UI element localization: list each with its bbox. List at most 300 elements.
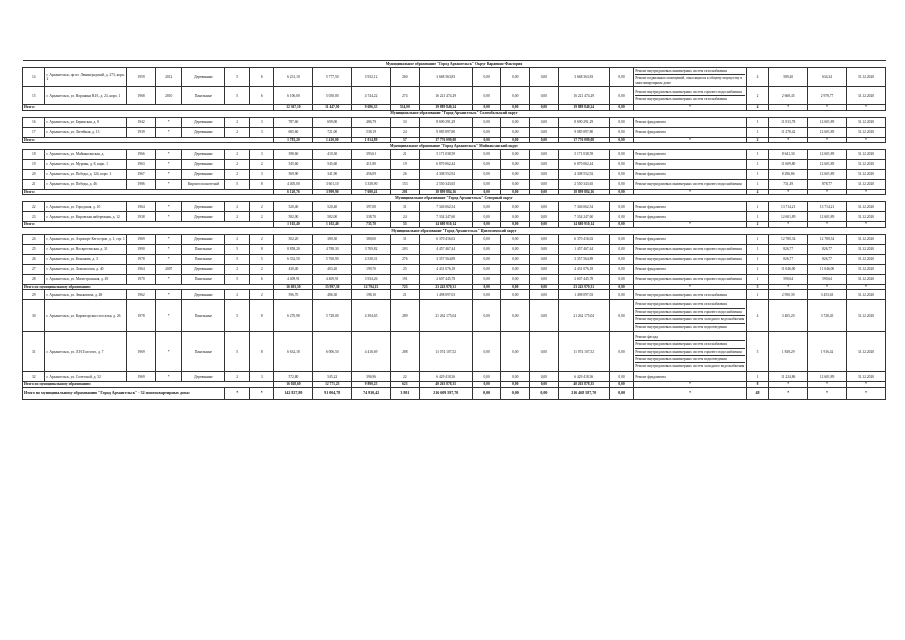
repair-cost: 8 690 291,29 <box>419 117 472 127</box>
residents: 288 <box>391 332 420 372</box>
last-repair-year: * <box>155 332 182 372</box>
built-year: 1986 <box>127 180 156 190</box>
last-repair-year: * <box>155 290 182 300</box>
living-area: 380,30 <box>313 234 352 244</box>
repair-cost: 6 429 418,36 <box>419 372 472 382</box>
fund-federal: 0,00 <box>472 264 501 274</box>
residents: 21 <box>391 150 420 160</box>
deadline: 31.12.2020 <box>846 372 885 382</box>
residents: 21 <box>391 290 420 300</box>
table-body <box>23 61 886 400</box>
total-d: * <box>846 137 885 142</box>
entrances: 8 <box>249 180 274 190</box>
entrances: 2 <box>249 160 274 170</box>
total-c2: 19 889 840,24 <box>558 105 609 110</box>
unit-cost: 12 780,34 <box>769 234 808 244</box>
address: г. Архангельск, ул. Кононова, д. 3 <box>45 254 127 264</box>
fund-owners: 1 498 097,03 <box>558 290 609 300</box>
repair-types <box>634 332 746 372</box>
fund-owners: 4 431 076,18 <box>558 264 609 274</box>
total-a3: 7 690,41 <box>352 190 391 195</box>
wall-material: Деревянные <box>182 290 225 300</box>
floors: 2 <box>225 234 250 244</box>
grand-y1: * <box>225 387 250 399</box>
repair-type-item: Ремонт фундамента <box>635 172 666 177</box>
repair-types <box>634 244 746 254</box>
row-number: 23 <box>23 212 45 222</box>
grand-c2: 216 468 587,70 <box>558 387 609 399</box>
fund-other: 0,00 <box>609 117 634 127</box>
total-z2: 0,00 <box>501 284 530 289</box>
floors: 2 <box>225 127 250 137</box>
total-rem: * <box>634 222 746 227</box>
max-unit-cost: 2 978,77 <box>808 87 847 105</box>
residents: 274 <box>391 87 420 105</box>
table-row <box>23 244 886 254</box>
last-repair-year: * <box>155 300 182 332</box>
total-a1: 12 367,10 <box>274 105 313 110</box>
max-unit-cost: 11 046,00 <box>808 264 847 274</box>
total-area: 398,60 <box>274 150 313 160</box>
total-c: 14 680 910,14 <box>419 222 472 227</box>
grand-a2: 91 004,78 <box>313 387 352 399</box>
total-area: 572,80 <box>274 372 313 382</box>
repair-count: 1 <box>746 244 768 254</box>
total-a3: 1 014,89 <box>352 137 391 142</box>
wall-material: Деревянные <box>182 170 225 180</box>
section-title-row <box>23 227 886 234</box>
entrances: 3 <box>249 117 274 127</box>
fund-federal: 0,00 <box>472 254 501 264</box>
total-z3: 0,00 <box>530 105 559 110</box>
address: г. Архангельск, ул. Воскресенская, д. 31 <box>45 244 127 254</box>
table-row <box>23 87 886 105</box>
residents: 33 <box>391 117 420 127</box>
owned-area: 4 538,31 <box>352 254 391 264</box>
total-area: 6 231,10 <box>274 68 313 87</box>
owned-area: 411,80 <box>352 160 391 170</box>
row-number: 14 <box>23 68 45 87</box>
fund-federal: 0,00 <box>472 372 501 382</box>
floors: 5 <box>225 244 250 254</box>
wall-material: Деревянные <box>182 127 225 137</box>
fund-federal: 0,00 <box>472 274 501 284</box>
register-sheet <box>22 60 886 400</box>
unit-cost: 2 950,39 <box>769 290 808 300</box>
last-repair-year: 2010 <box>155 87 182 105</box>
living-area: 545,60 <box>313 160 352 170</box>
address: г. Архангельск, ул. Ломоносова, д. 40 <box>45 264 127 274</box>
total-z1: 0,00 <box>472 382 501 387</box>
repair-count: 1 <box>746 274 768 284</box>
section-title-row <box>23 61 886 68</box>
floors: 2 <box>225 372 250 382</box>
address: г. Архангельск, ул. Л.Н.Толстого, д. 7 <box>45 332 127 372</box>
fund-other: 0,00 <box>609 274 634 284</box>
deadline: 31.12.2020 <box>846 212 885 222</box>
repair-type-item: Ремонт внутридомовых инженерных систем холодного водоснабжения <box>635 316 744 323</box>
fund-local: 0,00 <box>530 87 559 105</box>
total-label: Итого: <box>23 137 274 142</box>
table-row <box>23 274 886 284</box>
fund-other: 0,00 <box>609 127 634 137</box>
unit-cost: 590,64 <box>769 274 808 284</box>
repair-type-item: Ремонт внутридомовых инженерных систем холодного водоснабжения <box>635 364 745 369</box>
total-z2: 0,00 <box>501 137 530 142</box>
section-title-row <box>23 143 886 150</box>
total-label: Итого по муниципальному образованию: <box>23 284 274 289</box>
owned-area: 4 744,22 <box>352 87 391 105</box>
fund-owners: 1 457 467,44 <box>558 244 609 254</box>
living-area: 545,22 <box>313 372 352 382</box>
built-year: 1969 <box>127 332 156 372</box>
unit-cost: 826,77 <box>769 254 808 264</box>
floors: 5 <box>225 68 250 87</box>
total-p: 723 <box>391 284 420 289</box>
repair-types <box>634 68 746 87</box>
total-k: 2 <box>746 137 768 142</box>
grand-u1: * <box>769 387 808 399</box>
max-unit-cost: 12 601,89 <box>808 127 847 137</box>
table-row <box>23 372 886 382</box>
address: г. Архангельск, ул. Городская, д. 10 <box>45 202 127 212</box>
owned-area: 397,00 <box>352 202 391 212</box>
total-a2: 11 447,50 <box>313 105 352 110</box>
grand-k: 48 <box>746 387 768 399</box>
floors: 2 <box>225 212 250 222</box>
unit-cost: 1 838,29 <box>769 332 808 372</box>
fund-regional: 0,00 <box>501 180 530 190</box>
fund-local: 0,00 <box>530 150 559 160</box>
fund-local: 0,00 <box>530 202 559 212</box>
deadline: 31.12.2020 <box>846 332 885 372</box>
repair-cost: 5 171 038,59 <box>419 150 472 160</box>
max-unit-cost: 12 601,89 <box>808 212 847 222</box>
fund-local: 0,00 <box>530 127 559 137</box>
repair-type-item: Ремонт внутридомовых инженерных систем горячего водоснабжения <box>635 277 742 282</box>
total-rem: * <box>634 137 746 142</box>
fund-local: 0,00 <box>530 372 559 382</box>
fund-local: 0,00 <box>530 180 559 190</box>
repair-count: 1 <box>746 212 768 222</box>
section-title: Муниципальное образование "Город Архангельск" Маймаксанский округ <box>23 143 886 150</box>
built-year: 1990 <box>127 244 156 254</box>
max-unit-cost: 826,77 <box>808 244 847 254</box>
fund-other: 0,00 <box>609 290 634 300</box>
total-z4: 0,00 <box>609 382 634 387</box>
total-a1: 1 783,20 <box>274 137 313 142</box>
fund-owners: 3 357 564,89 <box>558 254 609 264</box>
built-year: 1967 <box>127 170 156 180</box>
repair-count: 1 <box>746 234 768 244</box>
repair-cost: 7 334 247,60 <box>419 212 472 222</box>
total-u1: * <box>769 382 808 387</box>
total-c2: 18 899 884,16 <box>558 190 609 195</box>
repair-type-item: Ремонт внутридомовых инженерных систем газоснабжения <box>635 97 727 102</box>
fund-local: 0,00 <box>530 274 559 284</box>
fund-local: 0,00 <box>530 212 559 222</box>
fund-owners: 8 690 291,29 <box>558 117 609 127</box>
built-year: 1969 <box>127 372 156 382</box>
repair-types <box>634 254 746 264</box>
wall-material: Панельные <box>182 87 225 105</box>
living-area: 403,20 <box>313 264 352 274</box>
built-year: 1970 <box>127 274 156 284</box>
section-title: Муниципальное образование "Город Архангельск" Северный округ <box>23 195 886 202</box>
fund-local: 0,00 <box>530 160 559 170</box>
repair-cost: 6 370 416,02 <box>419 234 472 244</box>
total-area: 8 858,20 <box>274 244 313 254</box>
fund-federal: 0,00 <box>472 127 501 137</box>
owned-area: 456,09 <box>352 170 391 180</box>
total-d: * <box>846 382 885 387</box>
repair-types <box>634 160 746 170</box>
deadline: 31.12.2020 <box>846 202 885 212</box>
fund-regional: 0,00 <box>501 244 530 254</box>
address: г. Архангельск, ул. Воронина В.И., д. 23, корп. 1 <box>45 87 127 105</box>
max-unit-cost: 878,77 <box>808 180 847 190</box>
residents: 26 <box>391 170 420 180</box>
max-unit-cost: 3 453,63 <box>808 290 847 300</box>
row-number: 26 <box>23 254 45 264</box>
total-z2: 0,00 <box>501 222 530 227</box>
total-d: * <box>846 222 885 227</box>
fund-regional: 0,00 <box>501 212 530 222</box>
floors: 5 <box>225 274 250 284</box>
grand-a3: 74 930,42 <box>352 387 391 399</box>
fund-regional: 0,00 <box>501 127 530 137</box>
unit-cost: 8 641,30 <box>769 150 808 160</box>
living-area: 5 760,90 <box>313 254 352 264</box>
fund-federal: 0,00 <box>472 150 501 160</box>
living-area: 582,00 <box>313 212 352 222</box>
table-row <box>23 290 886 300</box>
total-a1: 16 693,50 <box>274 284 313 289</box>
fund-federal: 0,00 <box>472 244 501 254</box>
repair-type-item: Ремонт внутридомовых инженерных систем газоснабжения <box>635 301 744 308</box>
living-area: 5 777,50 <box>313 68 352 87</box>
fund-local: 0,00 <box>530 264 559 274</box>
total-c: 17 776 099,08 <box>419 137 472 142</box>
total-label: Итого по муниципальному образованию: <box>23 382 274 387</box>
table-row <box>23 332 886 372</box>
built-year: 1966 <box>127 150 156 160</box>
row-number: 24 <box>23 234 45 244</box>
total-z4: 0,00 <box>609 284 634 289</box>
total-a2: 3 999,90 <box>313 190 352 195</box>
wall-material: Деревянные <box>182 160 225 170</box>
unit-cost: 11 609,80 <box>769 160 808 170</box>
living-area: 341,90 <box>313 170 352 180</box>
section-title-row <box>23 195 886 202</box>
grand-p: 3 801 <box>391 387 420 399</box>
repair-cost: 7 346 062,54 <box>419 202 472 212</box>
address: г. Архангельск, ул. Кировская набережная, д. 12 <box>45 212 127 222</box>
entrances: 2 <box>249 202 274 212</box>
repair-cost: 4 308 552,92 <box>419 170 472 180</box>
residents: 31 <box>391 202 420 212</box>
residents: 203 <box>391 244 420 254</box>
repair-count: 1 <box>746 160 768 170</box>
owned-area: 486,79 <box>352 117 391 127</box>
built-year: 1978 <box>127 254 156 264</box>
max-unit-cost: 12 601,89 <box>808 372 847 382</box>
fund-local: 0,00 <box>530 254 559 264</box>
repair-type-item: Ремонт фундамента <box>635 267 666 272</box>
repair-count: 1 <box>746 117 768 127</box>
grand-z4: 0,00 <box>609 387 634 399</box>
owned-area: 3 338,90 <box>352 180 391 190</box>
table-row <box>23 68 886 87</box>
fund-other: 0,00 <box>609 68 634 87</box>
residents: 31 <box>391 234 420 244</box>
total-k: 8 <box>746 382 768 387</box>
row-number: 22 <box>23 202 45 212</box>
repair-type-item: Ремонт фундамента <box>635 374 666 379</box>
total-u2: * <box>808 190 847 195</box>
total-z4: 0,00 <box>609 222 634 227</box>
last-repair-year: * <box>155 254 182 264</box>
grand-u2: * <box>808 387 847 399</box>
fund-other: 0,00 <box>609 202 634 212</box>
last-repair-year: * <box>155 180 182 190</box>
unit-cost: 731,49 <box>769 180 808 190</box>
repair-type-item: Ремонт фундамента <box>635 152 666 157</box>
wall-material: Панельные <box>182 244 225 254</box>
living-area: 520,40 <box>313 202 352 212</box>
wall-material: Деревянные <box>182 234 225 244</box>
total-p: 534,00 <box>391 105 420 110</box>
fund-other: 0,00 <box>609 212 634 222</box>
repair-count: 1 <box>746 264 768 274</box>
fund-owners: 2 550 343,65 <box>558 180 609 190</box>
repair-types <box>634 117 746 127</box>
fund-regional: 0,00 <box>501 117 530 127</box>
floors: 5 <box>225 300 250 332</box>
built-year: 1964 <box>127 202 156 212</box>
last-repair-year: 2012 <box>155 68 182 87</box>
deadline: 31.12.2020 <box>846 180 885 190</box>
total-area: 520,40 <box>274 202 313 212</box>
total-z3: 0,00 <box>530 222 559 227</box>
unit-cost: 2 668,45 <box>769 87 808 105</box>
total-area: 6 632,18 <box>274 332 313 372</box>
fund-regional: 0,00 <box>501 160 530 170</box>
last-repair-year: * <box>155 234 182 244</box>
total-area: 569,90 <box>274 170 313 180</box>
residents: 276 <box>391 254 420 264</box>
fund-owners: 5 171 038,59 <box>558 150 609 160</box>
floors: 2 <box>225 202 250 212</box>
table-row <box>23 180 886 190</box>
table-row <box>23 300 886 332</box>
total-u2: * <box>808 105 847 110</box>
deadline: 31.12.2020 <box>846 244 885 254</box>
floors: 2 <box>225 290 250 300</box>
fund-regional: 0,00 <box>501 264 530 274</box>
repair-type-item: Ремонт внутридомовых инженерных систем газоснабжения <box>635 292 727 297</box>
address: г. Архангельск, ул. Карпогорского поселка, д. 26 <box>45 300 127 332</box>
row-number: 31 <box>23 332 45 372</box>
residents: 25 <box>391 264 420 274</box>
total-label: Итого: <box>23 105 274 110</box>
floors: 2 <box>225 160 250 170</box>
entrances: 2 <box>249 290 274 300</box>
total-p: 623 <box>391 382 420 387</box>
max-unit-cost: 590,64 <box>808 274 847 284</box>
entrances: 8 <box>249 300 274 332</box>
fund-other: 0,00 <box>609 150 634 160</box>
wall-material: Деревянные <box>182 264 225 274</box>
max-unit-cost: 634,34 <box>808 68 847 87</box>
owned-area: 338,70 <box>352 212 391 222</box>
table-row <box>23 127 886 137</box>
total-c2: 40 263 878,35 <box>558 382 609 387</box>
repair-type-item: Ремонт фундамента <box>635 204 666 209</box>
fund-federal: 0,00 <box>472 290 501 300</box>
total-c2: 23 243 970,31 <box>558 284 609 289</box>
address: г. Архангельск, пр-кт. Ленинградский, д. 273, корп. 2 <box>45 68 127 87</box>
floors: 5 <box>225 87 250 105</box>
fund-owners: 16 221 474,29 <box>558 87 609 105</box>
living-area: 4 788,30 <box>313 244 352 254</box>
deadline: 31.12.2020 <box>846 150 885 160</box>
repair-type-item: Ремонт фундамента <box>635 129 666 134</box>
entrances: 8 <box>249 244 274 254</box>
floors: 5 <box>225 332 250 372</box>
total-area: 582,00 <box>274 212 313 222</box>
fund-federal: 0,00 <box>472 332 501 372</box>
total-u1: * <box>769 137 808 142</box>
fund-regional: 0,00 <box>501 332 530 372</box>
max-unit-cost: 12 601,89 <box>808 170 847 180</box>
total-a2: 1 410,00 <box>313 137 352 142</box>
repair-types <box>634 180 746 190</box>
total-k: 4 <box>746 105 768 110</box>
wall-material: Панельные <box>182 332 225 372</box>
fund-regional: 0,00 <box>501 300 530 332</box>
residents: 24 <box>391 127 420 137</box>
repair-type-item: Ремонт внутридомовых инженерных систем горячего водоснабжения <box>635 349 744 356</box>
total-d: * <box>846 284 885 289</box>
owned-area: 538,19 <box>352 127 391 137</box>
owned-area: 4 394,65 <box>352 300 391 332</box>
repair-type-item: Ремонт фундамента <box>635 237 666 242</box>
residents: 289 <box>391 300 420 332</box>
fund-owners: 7 334 247,60 <box>558 212 609 222</box>
total-u2: * <box>808 284 847 289</box>
total-z4: 0,00 <box>609 137 634 142</box>
entrances: 5 <box>249 254 274 264</box>
fund-regional: 0,00 <box>501 274 530 284</box>
fund-regional: 0,00 <box>501 254 530 264</box>
repair-type-item: Ремонт фундамента <box>635 214 666 219</box>
repair-cost: 1 498 097,03 <box>419 290 472 300</box>
fund-local: 0,00 <box>530 244 559 254</box>
housing-repair-table <box>22 60 886 400</box>
repair-types <box>634 300 746 332</box>
repair-count: 2 <box>746 87 768 105</box>
entrances: 8 <box>249 332 274 372</box>
living-area: 6 006,50 <box>313 332 352 372</box>
repair-types <box>634 170 746 180</box>
repair-types <box>634 150 746 160</box>
fund-owners: 21 262 175,04 <box>558 300 609 332</box>
living-area: 4 409,91 <box>313 274 352 284</box>
repair-count: 1 <box>746 127 768 137</box>
built-year: 1964 <box>127 264 156 274</box>
fund-federal: 0,00 <box>472 212 501 222</box>
